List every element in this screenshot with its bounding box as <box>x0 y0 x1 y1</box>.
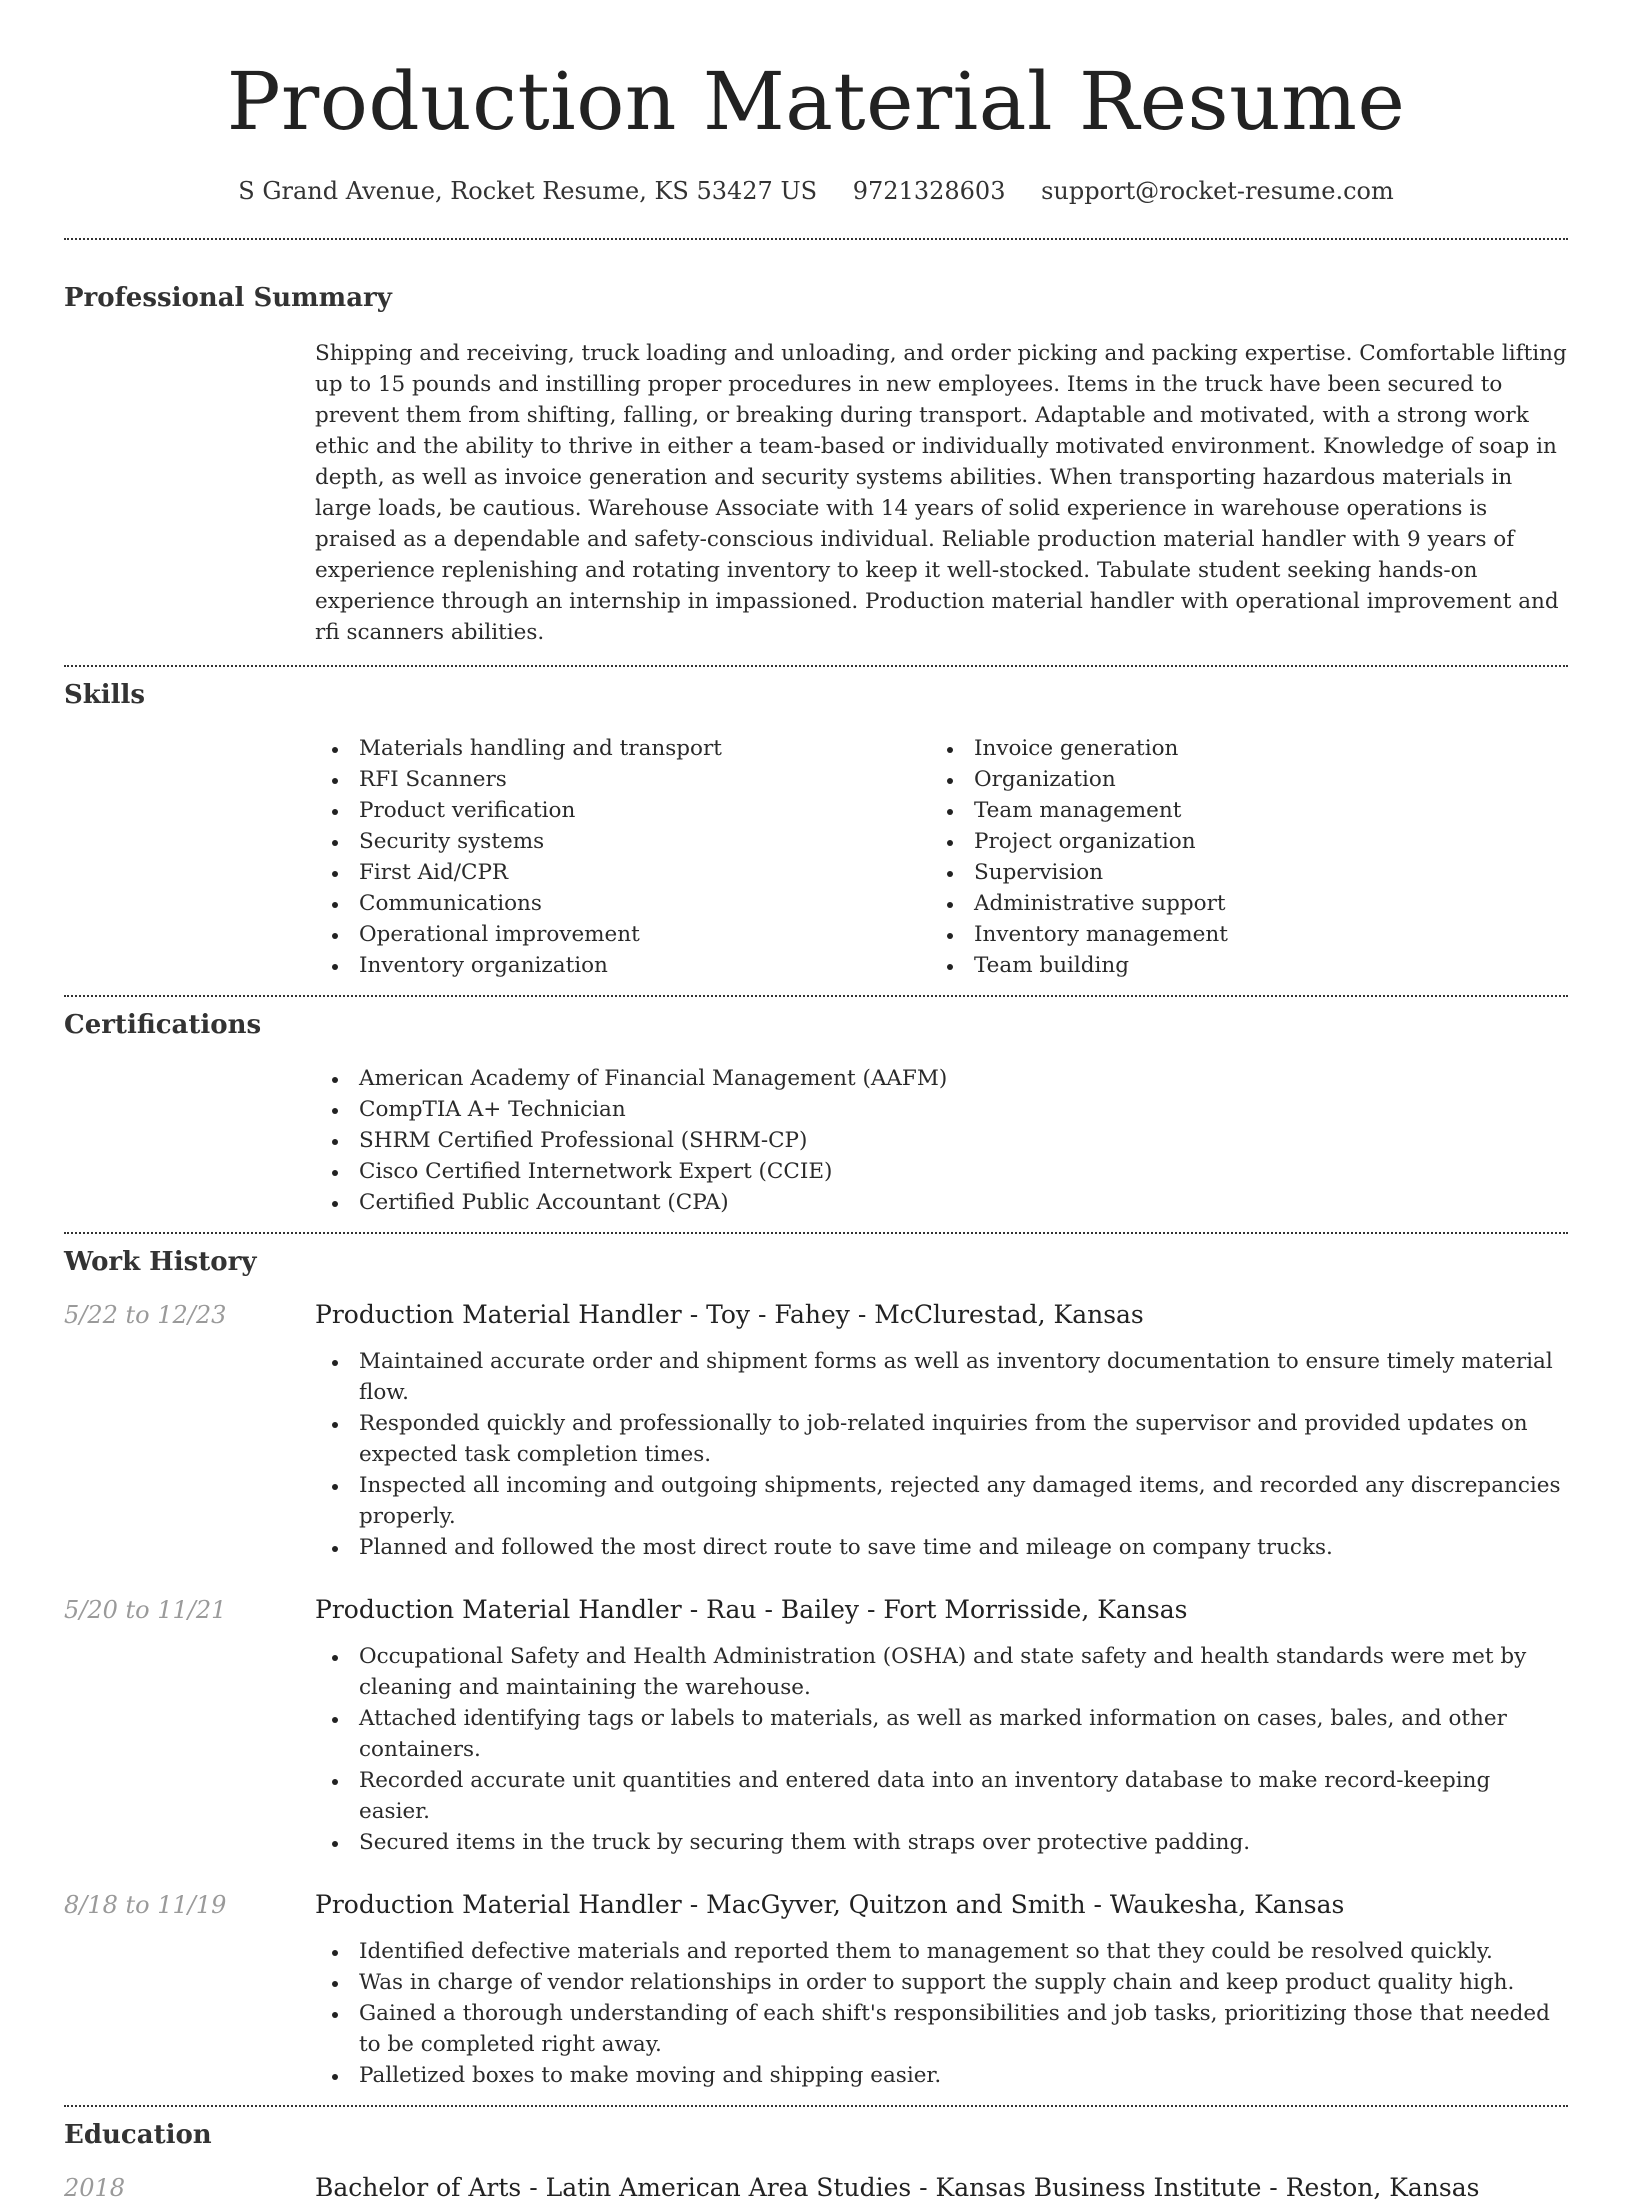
job-bullets <box>315 1641 1568 1858</box>
certifications-list <box>315 1063 1568 1218</box>
skill-item: Administrative support <box>930 888 1545 919</box>
skills-grid <box>315 733 1568 981</box>
certification-item: CompTIA A+ Technician <box>315 1094 1568 1125</box>
job-bullets <box>315 1346 1568 1563</box>
job-bullet: Palletized boxes to make moving and shipping easier. <box>315 2060 1568 2091</box>
job-entry <box>64 1278 1568 1563</box>
certification-item: SHRM Certified Professional (SHRM-CP) <box>315 1125 1568 1156</box>
job-header <box>64 1595 1568 1625</box>
certifications-section <box>64 997 1568 1232</box>
skill-item: Inventory organization <box>315 950 930 981</box>
contact-phone: 9721328603 <box>852 177 1006 205</box>
skill-item: Organization <box>930 764 1545 795</box>
skill-item: Supervision <box>930 857 1545 888</box>
skill-item: Project organization <box>930 826 1545 857</box>
education-entry <box>64 2173 1568 2203</box>
resume-page <box>64 0 1568 2203</box>
contact-address: S Grand Avenue, Rocket Resume, KS 53427 US <box>238 177 818 205</box>
contact-line <box>64 176 1568 206</box>
skill-item: Communications <box>315 888 930 919</box>
job-bullet: Was in charge of vendor relationships in order to support the supply chain and keep product quality high. <box>315 1967 1568 1998</box>
certification-item: Cisco Certified Internetwork Expert (CCIE) <box>315 1156 1568 1187</box>
job-bullets <box>315 1936 1568 2091</box>
job-bullet: Identified defective materials and reported them to management so that they could be resolved quickly. <box>315 1936 1568 1967</box>
job-bullet: Planned and followed the most direct route to save time and mileage on company trucks. <box>315 1532 1568 1563</box>
job-bullet: Occupational Safety and Health Administration (OSHA) and state safety and health standards were met by cleaning and maintaining the warehouse. <box>315 1641 1568 1703</box>
skill-item: Invoice generation <box>930 733 1545 764</box>
skill-item: Team management <box>930 795 1545 826</box>
skill-item: RFI Scanners <box>315 764 930 795</box>
job-dates: 8/18 to 11/19 <box>64 1891 227 1919</box>
skills-list-left <box>315 733 930 981</box>
education-title: Education <box>64 2120 212 2150</box>
job-header <box>64 1890 1568 1920</box>
summary-section <box>64 240 1568 665</box>
job-dates: 5/22 to 12/23 <box>64 1301 227 1329</box>
skill-item: Operational improvement <box>315 919 930 950</box>
skills-list-right <box>930 733 1545 981</box>
job-bullet: Secured items in the truck by securing them with straps over protective padding. <box>315 1827 1568 1858</box>
job-bullet: Gained a thorough understanding of each shift's responsibilities and job tasks, prioritizing those that needed to be completed right away. <box>315 1998 1568 2060</box>
resume-name: Production Material Resume <box>226 55 1406 148</box>
job-dates: 5/20 to 11/21 <box>64 1596 227 1624</box>
skill-item: Team building <box>930 950 1545 981</box>
skill-item: Materials handling and transport <box>315 733 930 764</box>
skill-item: Security systems <box>315 826 930 857</box>
skill-item: Inventory management <box>930 919 1545 950</box>
certifications-title: Certifications <box>64 1010 262 1040</box>
education-section <box>64 2107 1568 2203</box>
skills-section <box>64 667 1568 995</box>
education-year: 2018 <box>64 2174 126 2202</box>
job-title: Production Material Handler - Rau - Bailey - Fort Morrisside, Kansas <box>315 1595 1188 1624</box>
job-bullet: Responded quickly and professionally to job-related inquiries from the supervisor and provided updates on expected task completion times. <box>315 1408 1568 1470</box>
job-bullet: Recorded accurate unit quantities and entered data into an inventory database to make record-keeping easier. <box>315 1765 1568 1827</box>
skills-title: Skills <box>64 680 146 710</box>
certification-item: American Academy of Financial Management (AAFM) <box>315 1063 1568 1094</box>
certification-item: Certified Public Accountant (CPA) <box>315 1187 1568 1218</box>
job-bullet: Attached identifying tags or labels to materials, as well as marked information on cases, bales, and other containers. <box>315 1703 1568 1765</box>
summary-text: Shipping and receiving, truck loading and unloading, and order picking and packing expertise. Comfortable lifting up to 15 pounds and instilling proper procedures in new employees. Items in the truck have been secured to prevent them from shifting, falling, or breaking during transport. Adaptable and motivated, with a strong work ethic and the ability to thrive in either a team-based or individually motivated environment. Knowledge of soap in depth, as well as invoice generation and security systems abilities. When transporting hazardous materials in large loads, be cautious. Warehouse Associate with 14 years of solid experience in warehouse operations is praised as a dependable and safety-conscious individual. Reliable production material handler with 9 years of experience replenishing and rotating inventory to keep it well-stocked. Tabulate student seeking hands-on experience through an internship in impassioned. Production material handler with operational improvement and rfi scanners abilities. <box>315 341 1567 645</box>
job-entry <box>64 1563 1568 1858</box>
job-title: Production Material Handler - Toy - Fahey - McClurestad, Kansas <box>315 1300 1144 1329</box>
contact-email: support@rocket-resume.com <box>1041 177 1394 205</box>
job-bullet: Inspected all incoming and outgoing shipments, rejected any damaged items, and recorded any discrepancies properly. <box>315 1470 1568 1532</box>
job-entry <box>64 1858 1568 2091</box>
skill-item: First Aid/CPR <box>315 857 930 888</box>
skill-item: Product verification <box>315 795 930 826</box>
job-bullet: Maintained accurate order and shipment forms as well as inventory documentation to ensure timely material flow. <box>315 1346 1568 1408</box>
education-degree: Bachelor of Arts - Latin American Area Studies - Kansas Business Institute - Reston, Kansas <box>315 2173 1480 2202</box>
work-history-title: Work History <box>64 1247 257 1277</box>
work-history-section <box>64 1234 1568 2105</box>
job-title: Production Material Handler - MacGyver, Quitzon and Smith - Waukesha, Kansas <box>315 1890 1345 1919</box>
summary-title: Professional Summary <box>64 283 392 313</box>
job-header <box>64 1300 1568 1330</box>
